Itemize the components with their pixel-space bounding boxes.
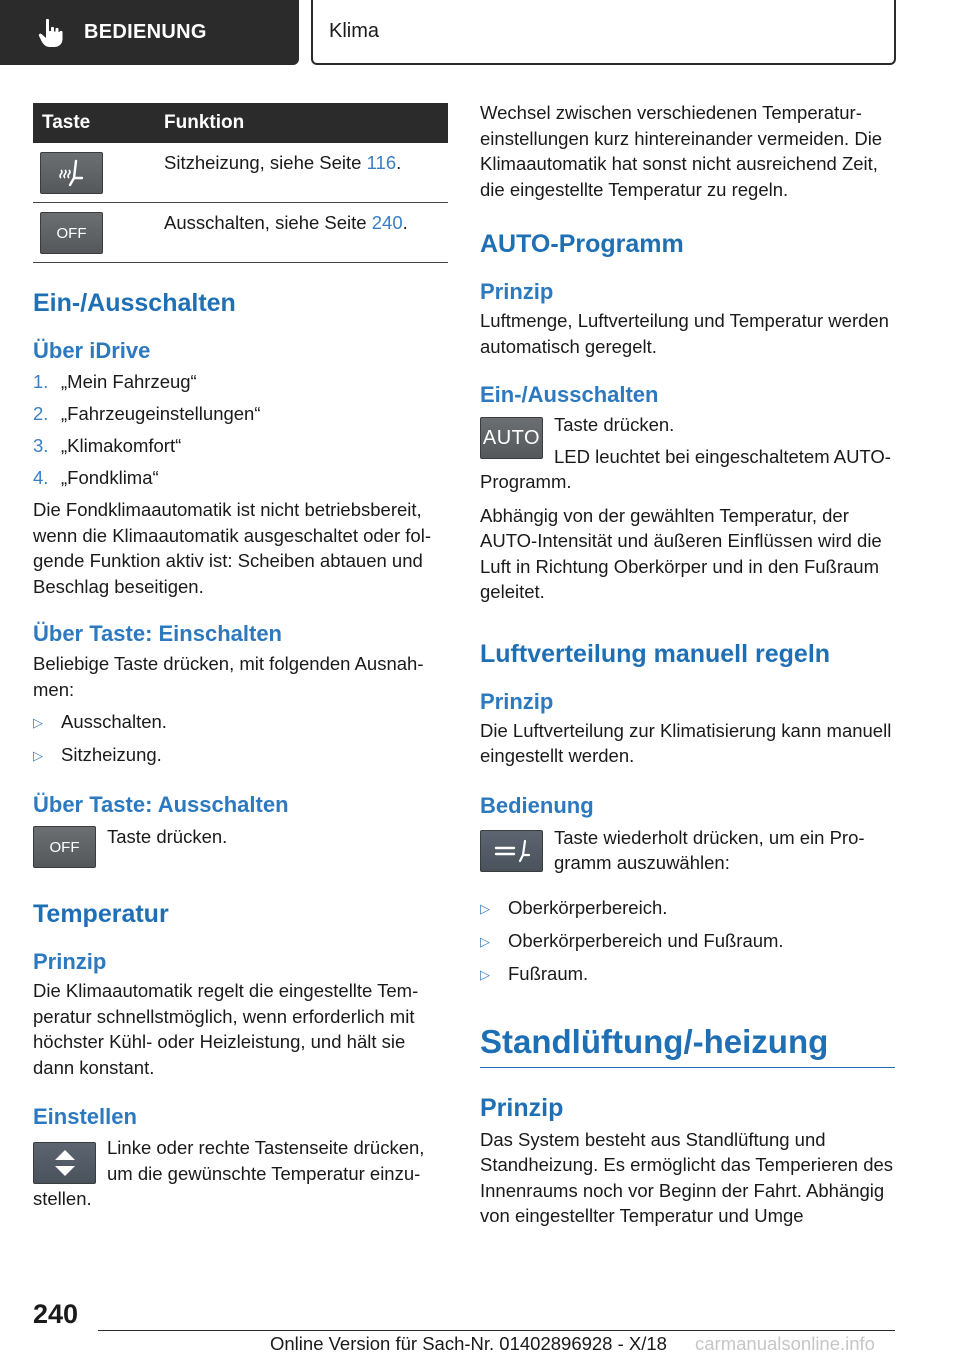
- heading-temperatur: Temperatur: [33, 900, 169, 928]
- bullet-triangle-icon: ▷: [480, 966, 490, 982]
- row-text: Sitzheizung, siehe Seite: [164, 152, 367, 173]
- heading-prinzip: Prinzip: [480, 279, 554, 304]
- bullet-triangle-icon: ▷: [33, 748, 43, 763]
- auto-key: AUTO: [480, 417, 543, 459]
- list-item: [480, 928, 895, 954]
- taste-ein-text: Beliebige Taste drücken, mit folgenden Ausnahmen:: [33, 653, 424, 700]
- off-key-paragraph: [33, 824, 448, 868]
- row-suffix: .: [402, 212, 408, 233]
- page-number: 240: [33, 1299, 79, 1329]
- air-distribution-icon: [492, 838, 532, 864]
- bullet-triangle-icon: ▷: [33, 715, 43, 730]
- page-link[interactable]: 116: [366, 152, 397, 173]
- section-title: BEDIENUNG: [84, 21, 207, 43]
- table-row: [33, 143, 448, 203]
- idrive-note: Die Fondklimaautomatik ist nicht betriebsbereit, wenn die Klimaautomatik ausgeschaltet oder folgende Funktion aktiv ist: Scheiben abtauen und Beschlag beseitigen.: [33, 499, 431, 597]
- temp-prinzip-text: Die Klimaautomatik regelt die eingestellte Temperatur schnellstmöglich, wenn erforderlich mit höchster Kühl- oder Heizleistung, und hält sie dann konstant.: [33, 980, 419, 1078]
- table-row: [33, 203, 448, 263]
- seat-heating-key: [40, 152, 103, 194]
- auto-led-text: LED leuchtet bei eingeschaltetem AUTO-Programm.: [480, 445, 891, 492]
- bullet-triangle-icon: ▷: [480, 933, 490, 949]
- exceptions-list: [33, 709, 448, 768]
- standl-text: Das System besteht aus Standlüftung und Standheizung. Es ermöglicht das Temperieren des Innenraums noch vor Beginn der Fahrt. Abhängig von eingestellter Temperatur und Umge: [480, 1128, 894, 1226]
- col-header-key: Taste: [42, 112, 91, 133]
- step-text: „Klimakomfort“: [61, 435, 182, 456]
- heading-luftverteilung: Luftverteilung manuell regeln: [480, 639, 831, 668]
- watermark-text: carmanualsonline.info: [695, 1333, 875, 1354]
- list-text: Fußraum.: [508, 962, 589, 984]
- list-text: Ausschalten.: [61, 711, 167, 732]
- chapter-tab: [311, 0, 896, 65]
- step-number: 3.: [33, 435, 49, 456]
- step-text: „Fahrzeugeinstellungen“: [61, 403, 261, 424]
- auto-key-paragraph: [480, 412, 895, 495]
- taste-aus-text: Taste drücken.: [107, 826, 228, 847]
- list-item: [33, 433, 448, 458]
- step-number: 2.: [33, 403, 49, 424]
- einstellen-text: Linke oder rechte Tastenseite drücken, um die gewünschte Temperatur einzustellen.: [33, 1137, 425, 1209]
- heading-prinzip: Prinzip: [480, 1093, 564, 1122]
- list-item: [33, 465, 448, 490]
- heading-ein-ausschalten: Ein-/Ausschalten: [33, 289, 236, 317]
- list-item: [33, 742, 448, 768]
- auto-prinzip-text: Luftmenge, Luftverteilung und Temperatur werden automatisch geregelt.: [480, 310, 889, 357]
- chapter-title: Klima: [329, 20, 380, 42]
- up-down-arrows-icon: [50, 1147, 80, 1179]
- footer-divider: [98, 1330, 895, 1331]
- heading-prinzip: Prinzip: [33, 949, 107, 974]
- heading-standlueftung: Standlüftung/-heizung: [480, 1023, 895, 1068]
- bullet-triangle-icon: ▷: [480, 900, 490, 916]
- intro-text: Wechsel zwischen verschiedenen Temperatureinstellungen kurz hintereinander vermeiden. Die Klimaautomatik hat sonst nicht ausreichend Zeit, die eingestellte Temperatur zu regeln.: [480, 102, 883, 200]
- online-version-text: Online Version für Sach-Nr. 01402896928 - X/18: [270, 1333, 667, 1354]
- heading-einstellen: Einstellen: [33, 1104, 137, 1129]
- hand-pointer-icon: [38, 18, 64, 48]
- step-text: „Fondklima“: [61, 467, 159, 488]
- steps-list: [33, 369, 448, 490]
- section-tab: [0, 0, 299, 65]
- off-key: OFF: [33, 826, 96, 868]
- key-function-table: [33, 103, 448, 263]
- luft-prinzip-text: Die Luftverteilung zur Klimatisierung kann manuell eingestellt werden.: [480, 719, 892, 766]
- seat-heating-icon: [55, 158, 89, 188]
- table-header: [33, 103, 448, 143]
- off-key: OFF: [40, 212, 103, 254]
- auto-abhaengig-text: Abhängig von der gewählten Temperatur, der AUTO-Intensität und äußeren Einflüssen wird die Luft in Richtung Oberkörper und in den Fußraum geleitet.: [480, 504, 882, 602]
- step-number: 4.: [33, 467, 49, 488]
- temperature-rocker-key: [33, 1142, 96, 1184]
- list-item: [33, 709, 448, 735]
- step-text: „Mein Fahrzeug“: [61, 371, 197, 392]
- air-distribution-key: [480, 830, 543, 872]
- list-item: [480, 961, 895, 987]
- heading-auto-programm: AUTO-Programm: [480, 230, 684, 258]
- heading-taste-einschalten: Über Taste: Einschalten: [33, 621, 282, 646]
- list-item: [480, 895, 895, 921]
- step-number: 1.: [33, 371, 49, 392]
- programs-list: [480, 895, 895, 987]
- list-item: [33, 369, 448, 394]
- list-item: [33, 401, 448, 426]
- heading-ueber-idrive: Über iDrive: [33, 338, 151, 363]
- right-column: [480, 100, 895, 1229]
- heading-taste-ausschalten: Über Taste: Ausschalten: [33, 792, 289, 817]
- bedienung-paragraph: [480, 825, 895, 876]
- left-column: [33, 103, 448, 1212]
- col-header-function: Funktion: [164, 112, 245, 133]
- heading-bedienung: Bedienung: [480, 792, 594, 818]
- page-link[interactable]: 240: [371, 212, 403, 233]
- row-text: Ausschalten, siehe Seite: [164, 212, 372, 233]
- einstellen-paragraph: [33, 1135, 448, 1212]
- list-text: Oberkörperbereich und Fußraum.: [508, 929, 784, 951]
- heading-prinzip: Prinzip: [480, 688, 554, 714]
- list-text: Oberkörperbereich.: [508, 896, 668, 918]
- heading-ein-ausschalten-auto: Ein-/Ausschalten: [480, 382, 659, 407]
- bedienung-text: Taste wiederholt drücken, um ein Programm auszuwählen:: [554, 826, 865, 873]
- list-text: Sitzheizung.: [61, 744, 162, 765]
- row-suffix: .: [396, 152, 402, 173]
- auto-taste-text: Taste drücken.: [554, 414, 675, 435]
